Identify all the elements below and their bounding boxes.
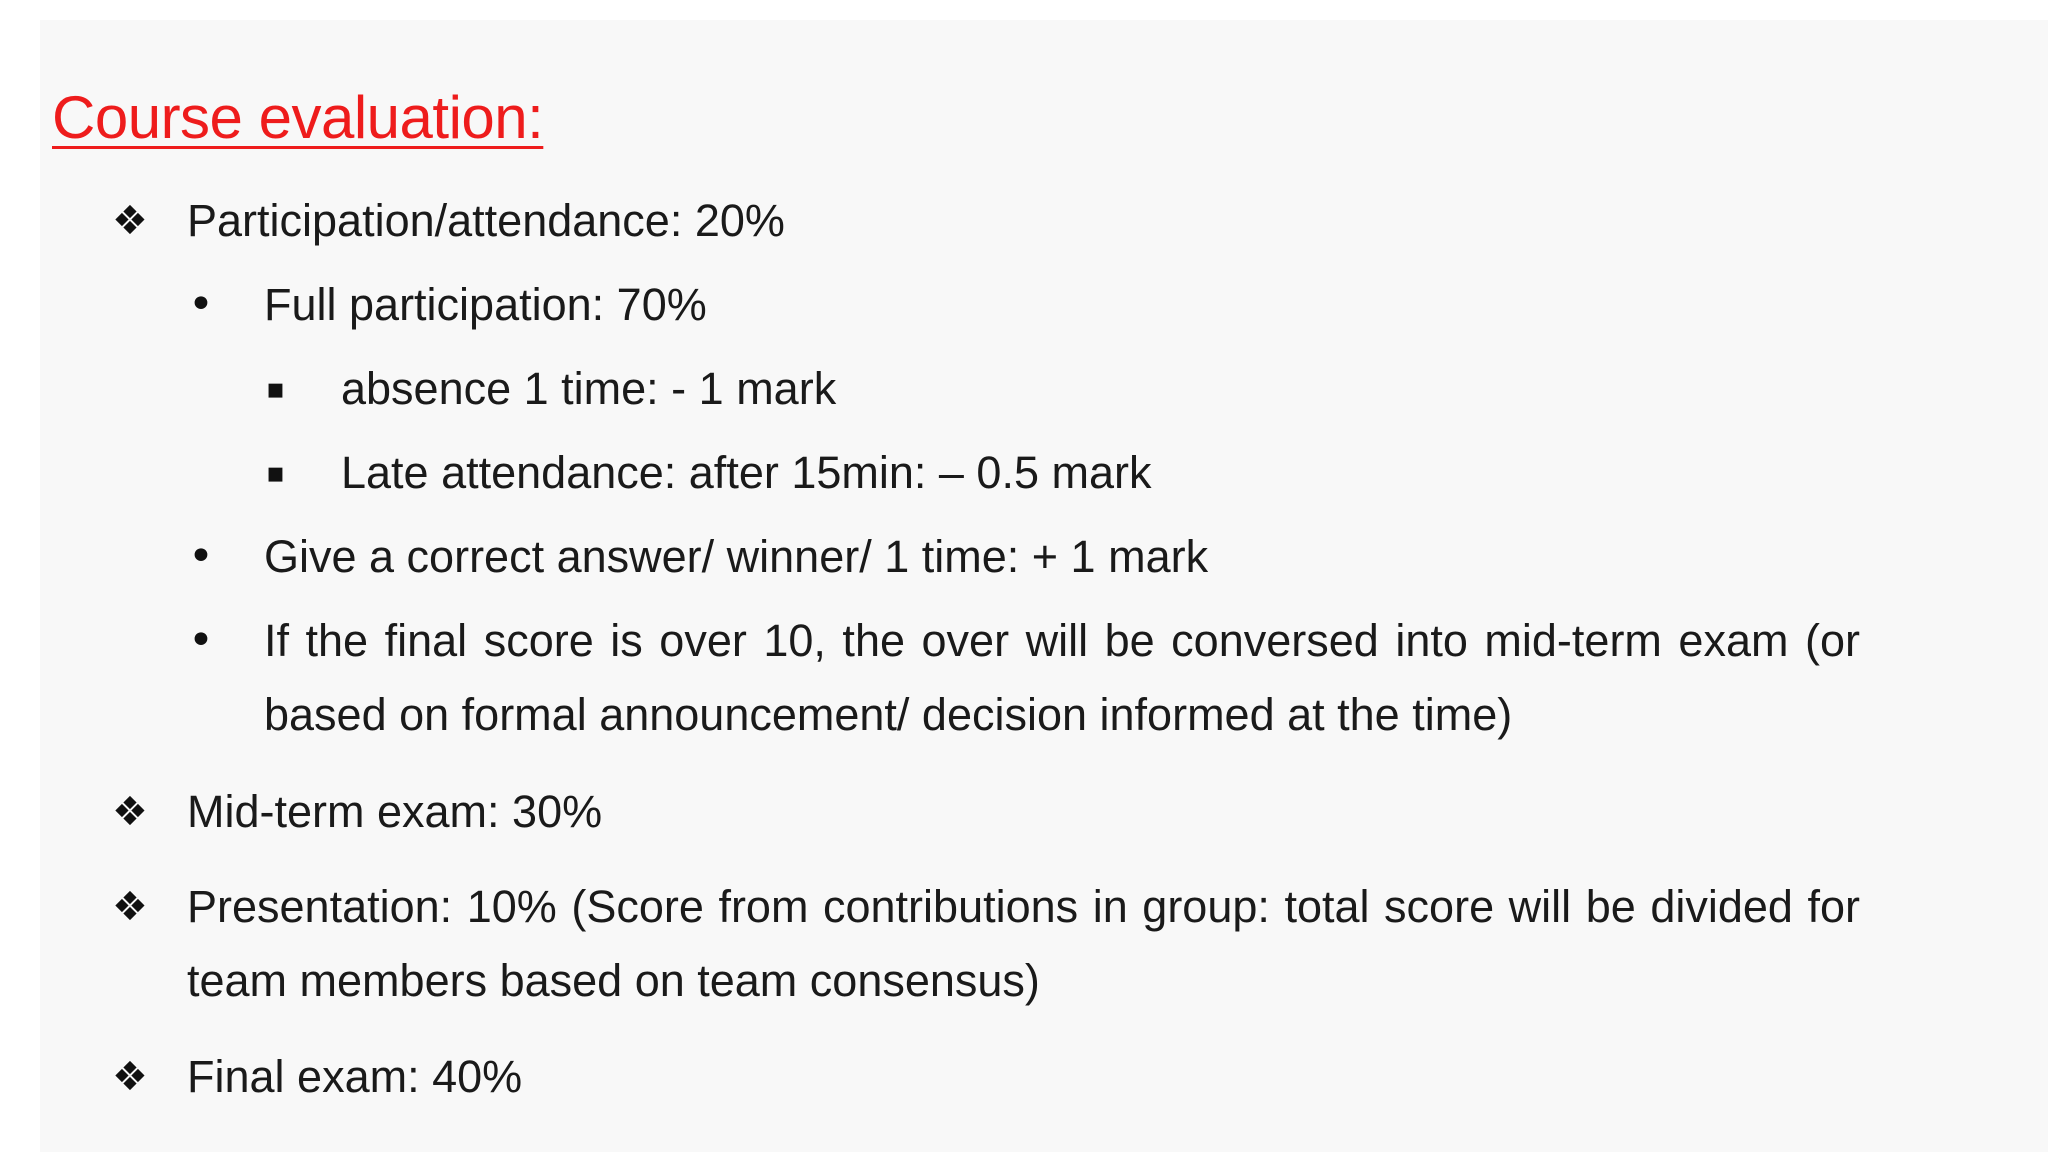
list-item-text: Participation/attendance: 20% — [187, 195, 785, 246]
diamond-bullet-icon: ❖ — [112, 1054, 148, 1100]
list-item-text: If the final score is over 10, the over will be conversed into mid-term exam (or based on formal announcement/ decision informed at the time) — [264, 615, 1860, 740]
slide-title: Course evaluation: — [52, 84, 544, 151]
list-item-text: Full participation: 70% — [264, 279, 707, 330]
square-bullet-icon: ▪ — [266, 372, 285, 405]
list-item-text: Final exam: 40% — [187, 1051, 523, 1102]
list-item-absence — [341, 352, 1841, 426]
list-item-text: Give a correct answer/ winner/ 1 time: + 1 mark — [264, 531, 1209, 582]
round-bullet-icon: • — [188, 531, 214, 582]
list-item-text: Mid-term exam: 30% — [187, 786, 603, 837]
square-bullet-icon: ▪ — [266, 456, 285, 489]
list-item-late-attendance — [341, 436, 1841, 510]
diamond-bullet-icon: ❖ — [112, 884, 148, 930]
list-item-final-score-rule — [264, 604, 1860, 752]
list-item-text: absence 1 time: - 1 mark — [341, 363, 837, 414]
round-bullet-icon: • — [188, 279, 214, 330]
list-item-final-exam — [187, 1040, 1887, 1114]
list-item-midterm — [187, 775, 1887, 849]
list-item-participation — [187, 184, 1887, 258]
list-item-presentation — [187, 870, 1860, 1018]
list-item-text: Presentation: 10% (Score from contributions in group: total score will be divided for team members based on team consensus) — [187, 881, 1860, 1006]
list-item-full-participation — [264, 268, 1864, 342]
diamond-bullet-icon: ❖ — [112, 789, 148, 835]
list-item-text: Late attendance: after 15min: – 0.5 mark — [341, 447, 1152, 498]
diamond-bullet-icon: ❖ — [112, 198, 148, 244]
round-bullet-icon: • — [188, 615, 214, 666]
list-item-correct-answer — [264, 520, 1864, 594]
